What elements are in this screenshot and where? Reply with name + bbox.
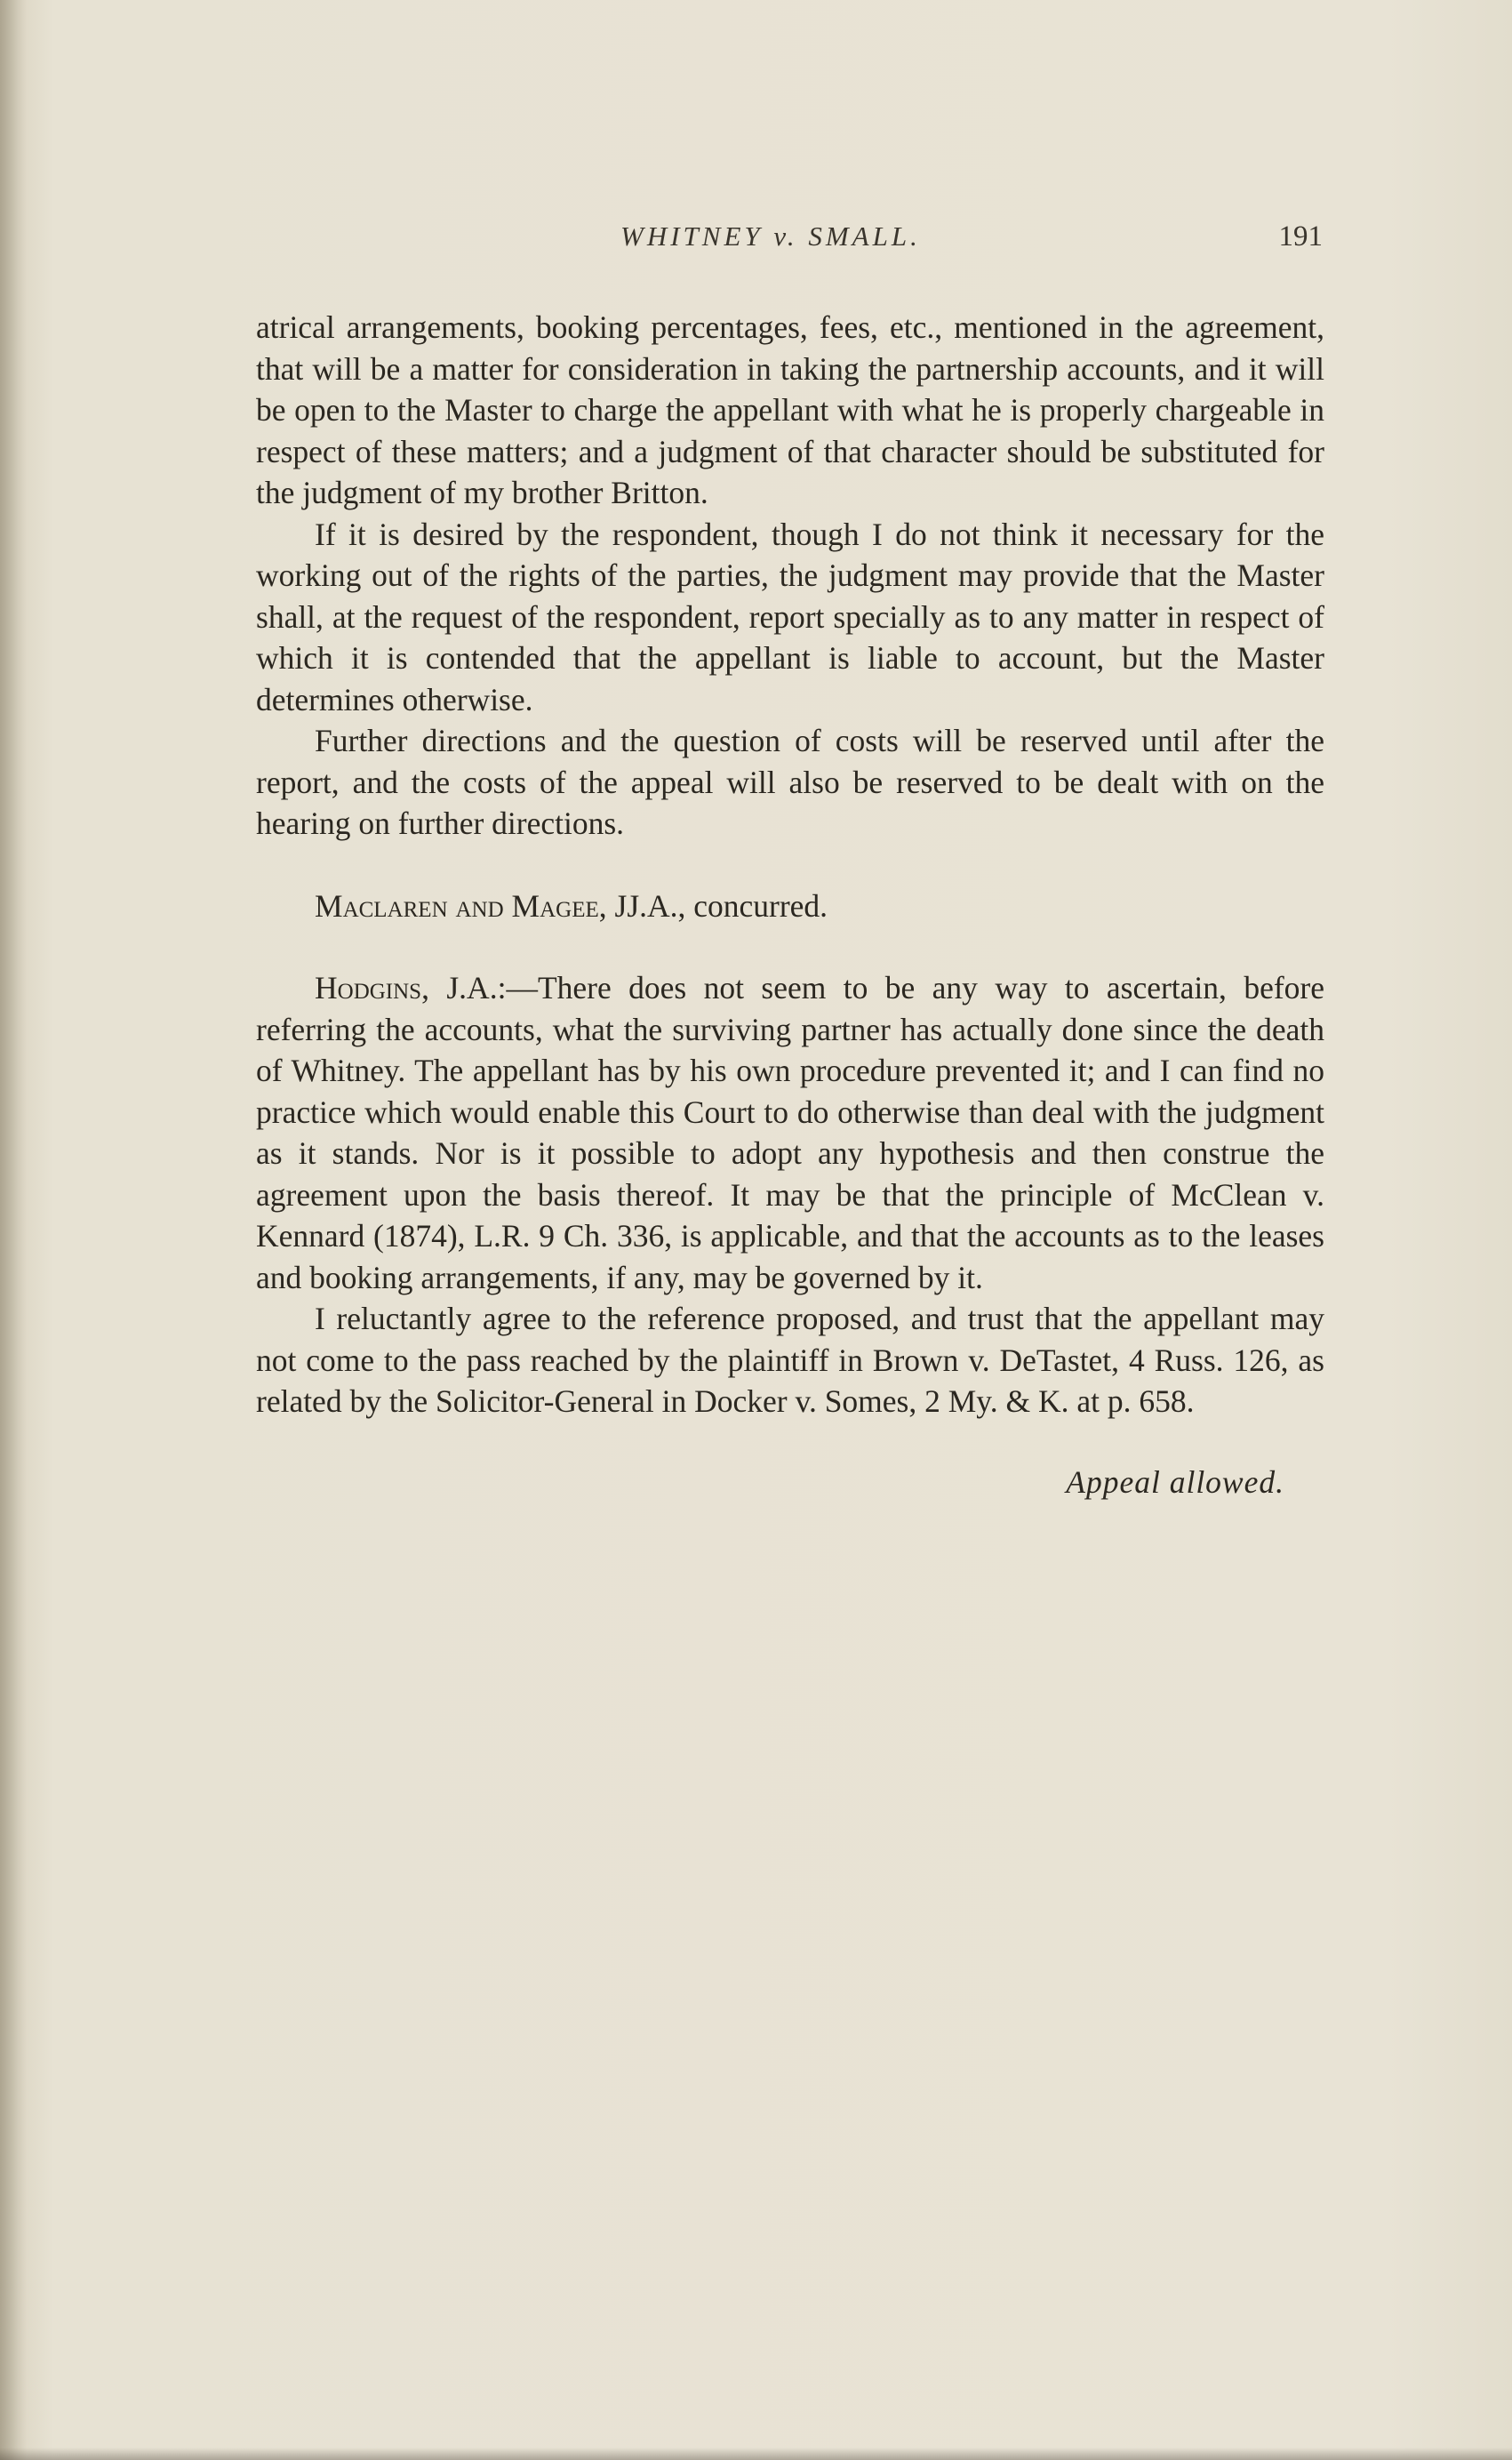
page-header [256,220,1323,256]
concurrence-line [256,885,1324,927]
paragraph-respondent-report: If it is desired by the respondent, though I do not think it necessary for the working out of the rights of the parties, the judgment may provide that the Master shall, at the request of the respondent, report specially as to any matter in respect of which it is contended that the appellant is liable to account, but the Master determines otherwise. [256,516,1324,717]
concurring-judges: Maclaren and Magee, JJ.A. [315,887,678,924]
paragraph-continued: atrical arrangements, booking percentages, fees, etc., mentioned in the agreement, that will be a matter for consideration in taking the partnership accounts, and it will be open to the Master to charge the appellant with what he is properly chargeable in respect of these matters; and a judgment of that character should be substituted for the judgment of my brother Britton. [256,309,1324,510]
concurrence-text: , concurred. [677,887,828,924]
paragraph-reference-agreed: I reluctantly agree to the reference proposed, and trust that the appellant may not come to the pass reached by the plaintiff in Brown v. DeTastet, 4 Russ. 126, as related by the Solicitor-General in Docker v. Somes, 2 My. & K. at p. 658. [256,1301,1324,1419]
hodgins-opinion [256,967,1324,1298]
verdict: Appeal allowed. [1066,1463,1284,1500]
page-number: 191 [1278,220,1323,252]
running-head: WHITNEY v. SMALL. [620,220,921,252]
hodgins-opinion-text: :—There does not seem to be any way to ascertain, before referring the accounts, what the surviving partner has actually done since the death of Whitney. The appellant has by his own procedure prevented it; and I can find no practice which would enable this Court to do otherwise than deal with the judgment as it stands. Nor is it possible to adopt any hypothesis and then construe the agreement upon the basis thereof. It may be that the principle of McClean v. Kennard (1874), L.R. 9 Ch. 336, is applicable, and that the accounts as to the leases and booking arrangements, if any, may be governed by it. [256,970,1324,1295]
paragraph-further-directions: Further directions and the question of costs will be reserved until after the report, and the costs of the appeal will also be reserved to be dealt with on the hearing on further directions. [256,723,1324,841]
judge-name-hodgins: Hodgins, J.A. [315,970,498,1006]
binding-shadow [0,0,27,2460]
page-bottom-edge [0,2448,1512,2460]
body-text [256,307,1324,1534]
